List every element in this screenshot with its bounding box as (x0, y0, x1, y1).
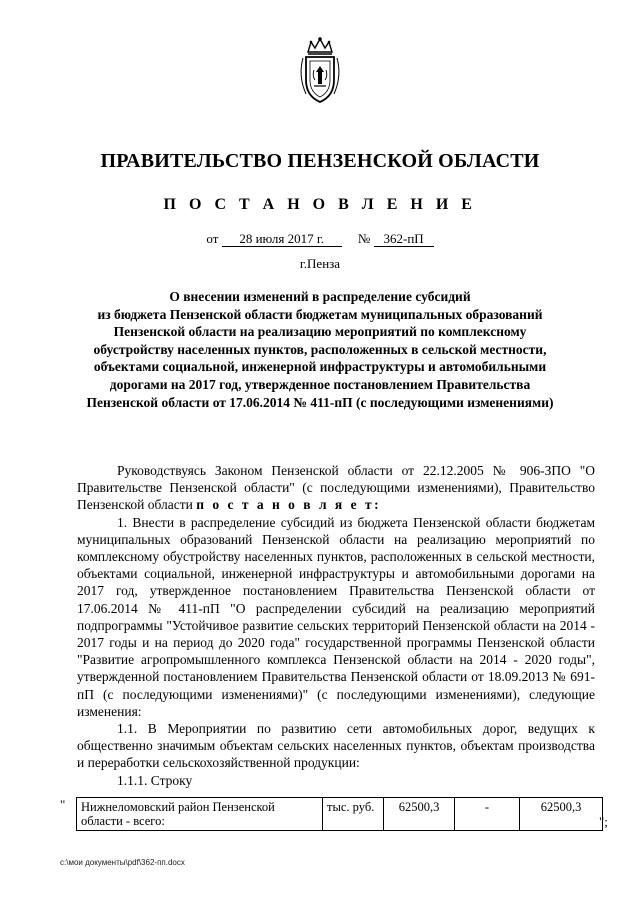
document-type: П О С Т А Н О В Л Е Н И Е (163, 196, 477, 213)
cell-value: 62500,3 (520, 798, 603, 831)
paragraph-item-1-1: 1.1. В Мероприятии по развитию сети автомобильных дорог, ведущих к общественно значимым объектам сельских населенных пунктов, объектам производства и переработки сельскохозяйственной продукции: (77, 721, 595, 771)
subsidy-table (76, 797, 603, 831)
title-line: Пензенской области от 17.06.2014 № 411-пП (с последующими изменениями) (86, 394, 554, 410)
title-line: О внесении изменений в распределение субсидий (169, 289, 471, 304)
paragraph-item-1-1-1: 1.1.1. Строку (117, 772, 193, 788)
government-name: ПРАВИТЕЛЬСТВО ПЕНЗЕНСКОЙ ОБЛАСТИ (100, 150, 540, 172)
table-row (77, 798, 603, 831)
date-number-line (0, 231, 640, 247)
decree-number: 362-пП (374, 232, 434, 247)
resolves-word: п о с т а н о в л я е т: (196, 497, 382, 513)
cell-unit: тыс. руб. (323, 798, 384, 831)
number-prefix: № (357, 231, 371, 246)
paragraph-preamble (77, 462, 595, 514)
coat-of-arms-emblem (294, 36, 346, 106)
paragraph-item-1: 1. Внести в распределение субсидий из бюджета Пензенской области бюджетам муниципальных образований Пензенской области на реализацию мероприятий по комплексному обустройству населенных пунктов, расположенных в сельской местности, объектами социальной, инженерной инфраструктуры и автомобильными дорогами на 2017 год, утвержденное постановлением Правительства Пензенской области от 17.06.2014 № 411-пП "О распределении субсидий на реализацию мероприятий подпрограммы "Устойчивое развитие сельских территорий Пензенской области на 2014 - 2017 годы и на период до 2020 года" государственной программы Пензенской области "Развитие агропромышленного комплекса Пензенской области на 2014 - 2020 годы", утвержденной постановлением Правительства Пензенской области от 18.09.2013 № 691-пП (с последующими изменениями)" (с последующими изменениями), следующие изменения: (77, 514, 595, 719)
decree-date: 28 июля 2017 г. (222, 232, 342, 247)
table-row-block (60, 797, 620, 831)
file-path-footer: c:\мои документы\pdf\362-пп.docx (60, 858, 185, 867)
cell-dash: - (455, 798, 520, 831)
decree-body (77, 462, 595, 789)
decree-title (68, 288, 572, 411)
title-line: дорогами на 2017 год, утвержденное постановлением Правительства (109, 376, 531, 392)
preamble-text: Руководствуясь Законом Пензенской области от 22.12.2005 № 906-ЗПО "О Правительстве Пензенской области" (с последующими изменениями), Правительство Пензенской области (77, 463, 595, 513)
title-line: обустройству населенных пунктов, расположенных в сельской местности, (93, 341, 547, 357)
open-quote: " (60, 797, 66, 812)
title-line: объектами социальной, инженерной инфраструктуры и автомобильными (93, 359, 547, 375)
city-name: г.Пенза (299, 256, 341, 271)
date-prefix: от (206, 231, 219, 246)
cell-total: 62500,3 (384, 798, 455, 831)
title-line: из бюджета Пензенской области бюджетам муниципальных образований (97, 306, 543, 322)
title-line: Пензенской области на реализацию мероприятий по комплексному (113, 324, 527, 340)
cell-name: Нижнеломовский район Пензенской области - всего: (77, 798, 323, 831)
close-quote: "; (599, 814, 608, 829)
